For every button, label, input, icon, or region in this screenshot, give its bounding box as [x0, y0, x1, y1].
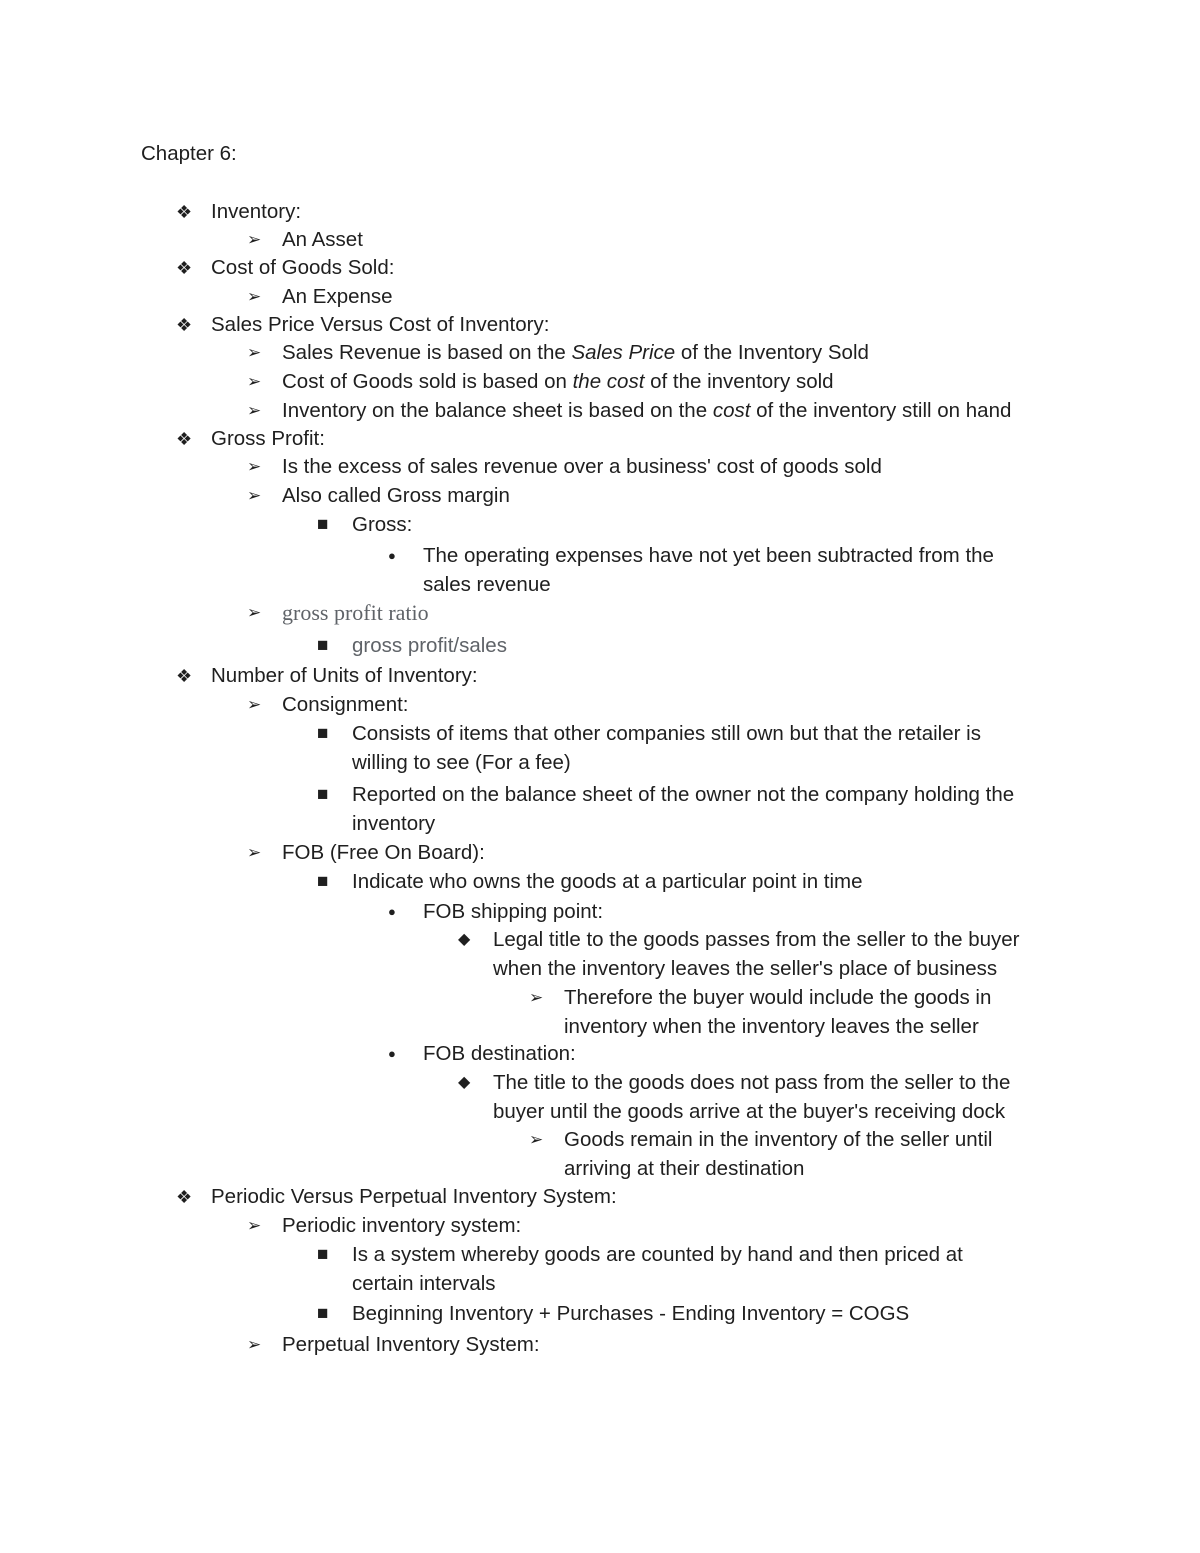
- arrow-bullet-icon: ➢: [247, 1335, 262, 1354]
- item-text: Periodic Versus Perpetual Inventory System:: [211, 1185, 617, 1208]
- chapter-title: Chapter 6:: [141, 142, 237, 165]
- arrow-bullet-icon: ➢: [247, 401, 262, 420]
- list-item: [247, 283, 393, 312]
- item-text: An Asset: [282, 228, 363, 251]
- item-text: gross profit/sales: [352, 634, 507, 657]
- item-text: Beginning Inventory + Purchases - Ending Inventory = COGS: [352, 1302, 910, 1325]
- list-item: [529, 984, 991, 1041]
- item-text: FOB (Free On Board):: [282, 841, 485, 864]
- arrow-bullet-icon: ➢: [247, 695, 262, 714]
- item-text: Periodic inventory system:: [282, 1214, 522, 1237]
- list-item: [176, 311, 549, 340]
- item-text: gross profit ratio: [282, 600, 429, 625]
- item-text: Cost of Goods Sold:: [211, 256, 395, 279]
- list-item: [247, 226, 363, 255]
- list-item: [388, 898, 603, 927]
- list-item: [317, 511, 412, 540]
- list-item: [317, 632, 507, 661]
- list-item: [247, 368, 834, 397]
- list-item: [247, 482, 510, 511]
- list-item: [317, 1300, 909, 1329]
- item-text: Number of Units of Inventory:: [211, 664, 478, 687]
- square-bullet-icon: ■: [317, 1303, 329, 1324]
- list-item: [317, 781, 1014, 838]
- list-item: [247, 1212, 521, 1241]
- arrow-bullet-icon: ➢: [247, 372, 262, 391]
- diamond-bullet-icon: ❖: [176, 666, 193, 686]
- list-item: [247, 339, 869, 368]
- list-item: [458, 926, 1019, 983]
- square-bullet-icon: ■: [317, 723, 329, 744]
- list-item: [247, 839, 485, 868]
- item-text: Consignment:: [282, 693, 409, 716]
- dot-bullet-icon: ●: [388, 548, 396, 563]
- dot-bullet-icon: ●: [388, 1046, 396, 1061]
- arrow-bullet-icon: ➢: [247, 603, 262, 622]
- item-text: Sales Revenue is based on the Sales Price of the Inventory Sold: [282, 341, 869, 364]
- item-text: Is a system whereby goods are counted by hand and then priced at certain intervals: [352, 1243, 963, 1295]
- item-text: Also called Gross margin: [282, 484, 510, 507]
- arrow-bullet-icon: ➢: [529, 988, 544, 1007]
- list-item: [388, 1040, 576, 1069]
- item-text: Gross:: [352, 513, 413, 536]
- arrow-bullet-icon: ➢: [247, 843, 262, 862]
- list-item: [176, 1183, 617, 1212]
- arrow-bullet-icon: ➢: [247, 230, 262, 249]
- list-item: [247, 599, 429, 628]
- item-text: Cost of Goods sold is based on the cost of the inventory sold: [282, 370, 834, 393]
- square-bullet-icon: ■: [317, 1244, 329, 1265]
- arrow-bullet-icon: ➢: [247, 343, 262, 362]
- diamond-bullet-icon: ❖: [176, 429, 193, 449]
- diamond-solid-bullet-icon: ◆: [458, 931, 471, 948]
- item-text: Sales Price Versus Cost of Inventory:: [211, 313, 550, 336]
- item-text: FOB shipping point:: [423, 900, 604, 923]
- item-text: An Expense: [282, 285, 393, 308]
- item-text: Inventory:: [211, 200, 302, 223]
- arrow-bullet-icon: ➢: [247, 486, 262, 505]
- arrow-bullet-icon: ➢: [529, 1130, 544, 1149]
- arrow-bullet-icon: ➢: [247, 287, 262, 306]
- list-item: [176, 662, 478, 691]
- list-item: [247, 1331, 540, 1360]
- diamond-bullet-icon: ❖: [176, 202, 193, 222]
- arrow-bullet-icon: ➢: [247, 1216, 262, 1235]
- list-item: [529, 1126, 992, 1183]
- list-item: [317, 720, 981, 777]
- dot-bullet-icon: ●: [388, 904, 396, 919]
- list-item: [247, 691, 408, 720]
- list-item: [388, 542, 994, 599]
- diamond-bullet-icon: ❖: [176, 315, 193, 335]
- item-text: FOB destination:: [423, 1042, 576, 1065]
- list-item: [247, 397, 1011, 426]
- list-item: [317, 1241, 963, 1298]
- list-item: [176, 198, 301, 227]
- square-bullet-icon: ■: [317, 871, 329, 892]
- item-text: Perpetual Inventory System:: [282, 1333, 540, 1356]
- item-text: Indicate who owns the goods at a particular point in time: [352, 870, 863, 893]
- list-item: [458, 1069, 1010, 1126]
- list-item: [247, 453, 882, 482]
- item-text: Inventory on the balance sheet is based on the cost of the inventory still on hand: [282, 399, 1012, 422]
- square-bullet-icon: ■: [317, 514, 329, 535]
- square-bullet-icon: ■: [317, 784, 329, 805]
- list-item: [176, 254, 394, 283]
- item-text: Gross Profit:: [211, 427, 325, 450]
- arrow-bullet-icon: ➢: [247, 457, 262, 476]
- list-item: [317, 868, 863, 897]
- item-text: Reported on the balance sheet of the owner not the company holding the inventory: [352, 783, 1015, 835]
- list-item: [176, 425, 325, 454]
- item-text: Legal title to the goods passes from the seller to the buyer when the inventory leaves the seller's place of business: [493, 928, 1020, 980]
- diamond-bullet-icon: ❖: [176, 258, 193, 278]
- item-text: Consists of items that other companies still own but that the retailer is willing to see (For a fee): [352, 722, 981, 774]
- item-text: Is the excess of sales revenue over a business' cost of goods sold: [282, 455, 882, 478]
- item-text: Therefore the buyer would include the goods in inventory when the inventory leaves the seller: [564, 986, 992, 1038]
- diamond-solid-bullet-icon: ◆: [458, 1074, 471, 1091]
- diamond-bullet-icon: ❖: [176, 1187, 193, 1207]
- item-text: The operating expenses have not yet been subtracted from the sales revenue: [423, 544, 994, 596]
- item-text: Goods remain in the inventory of the seller until arriving at their destination: [564, 1128, 993, 1180]
- item-text: The title to the goods does not pass from the seller to the buyer until the goods arrive at the buyer's receiving dock: [493, 1071, 1011, 1123]
- square-bullet-icon: ■: [317, 635, 329, 656]
